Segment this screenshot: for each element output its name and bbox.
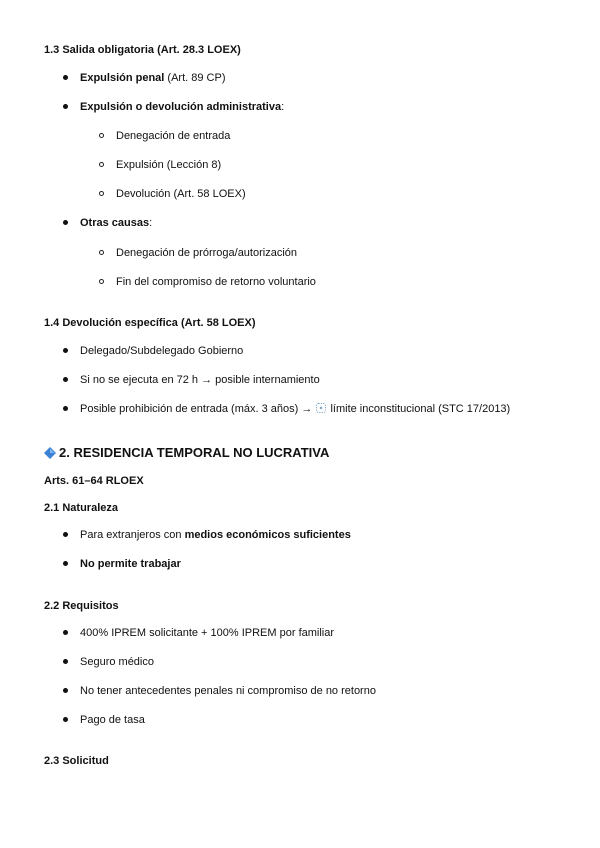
heading-1-4: 1.4 Devolución específica (Art. 58 LOEX) [44,317,256,329]
circle-bullet-icon [99,162,104,167]
sub-item: Devolución (Art. 58 LOEX) [116,188,246,200]
list-item [80,100,284,114]
list-item: No tener antecedentes penales ni compromiso de no retorno [80,685,376,697]
heading-2-1: 2.1 Naturaleza [44,502,118,514]
item-text: Para extranjeros con [80,529,185,541]
item-text: : [281,101,285,113]
heading-1-3: 1.3 Salida obligatoria (Art. 28.3 LOEX) [44,44,241,56]
item-text: (Art. 89 CP) [164,72,226,84]
list-item: Si no se ejecuta en 72 h → posible internamiento [80,374,320,386]
bullet-icon [63,406,68,411]
sparkle-icon [315,402,327,414]
item-bold: Expulsión penal [80,72,165,84]
list-item: Delegado/Subdelegado Gobierno [80,345,244,357]
list-item [80,402,510,416]
list-item [80,71,225,85]
sub-item: Expulsión (Lección 8) [116,159,222,171]
sub-item: Denegación de entrada [116,130,231,142]
bullet-icon [63,75,68,80]
blue-diamond-icon [44,447,56,459]
list-item: 400% IPREM solicitante + 100% IPREM por familiar [80,627,335,639]
bullet-icon [63,630,68,635]
item-bold: No permite trabajar [80,558,181,570]
item-text: límite inconstitucional (STC 17/2013) [327,403,511,415]
item-bold: Otras causas [80,217,150,229]
bullet-icon [63,717,68,722]
list-item [80,557,181,571]
list-item: Pago de tasa [80,714,145,726]
bullet-icon [63,688,68,693]
item-text: : [149,217,153,229]
item-text: Posible prohibición de entrada (máx. 3 años) → [80,403,316,415]
item-bold: Expulsión o devolución administrativa [80,101,282,113]
bullet-icon [63,532,68,537]
list-item: Seguro médico [80,656,154,668]
sub-item: Denegación de prórroga/autorización [116,247,298,259]
sub-item: Fin del compromiso de retorno voluntario [116,276,316,288]
item-bold: medios económicos suficientes [184,529,351,541]
bullet-icon [63,659,68,664]
circle-bullet-icon [99,250,104,255]
bullet-icon [63,220,68,225]
section-2-heading [44,445,329,461]
circle-bullet-icon [99,191,104,196]
heading-2-3: 2.3 Solicitud [44,755,109,767]
section-2-title: 2. RESIDENCIA TEMPORAL NO LUCRATIVA [59,445,330,460]
bullet-icon [63,377,68,382]
list-item [80,528,351,542]
bullet-icon [63,104,68,109]
heading-2-2: 2.2 Requisitos [44,600,119,612]
circle-bullet-icon [99,133,104,138]
bullet-icon [63,561,68,566]
list-item [80,216,152,230]
bullet-icon [63,348,68,353]
circle-bullet-icon [99,279,104,284]
articles-line: Arts. 61–64 RLOEX [44,475,144,487]
